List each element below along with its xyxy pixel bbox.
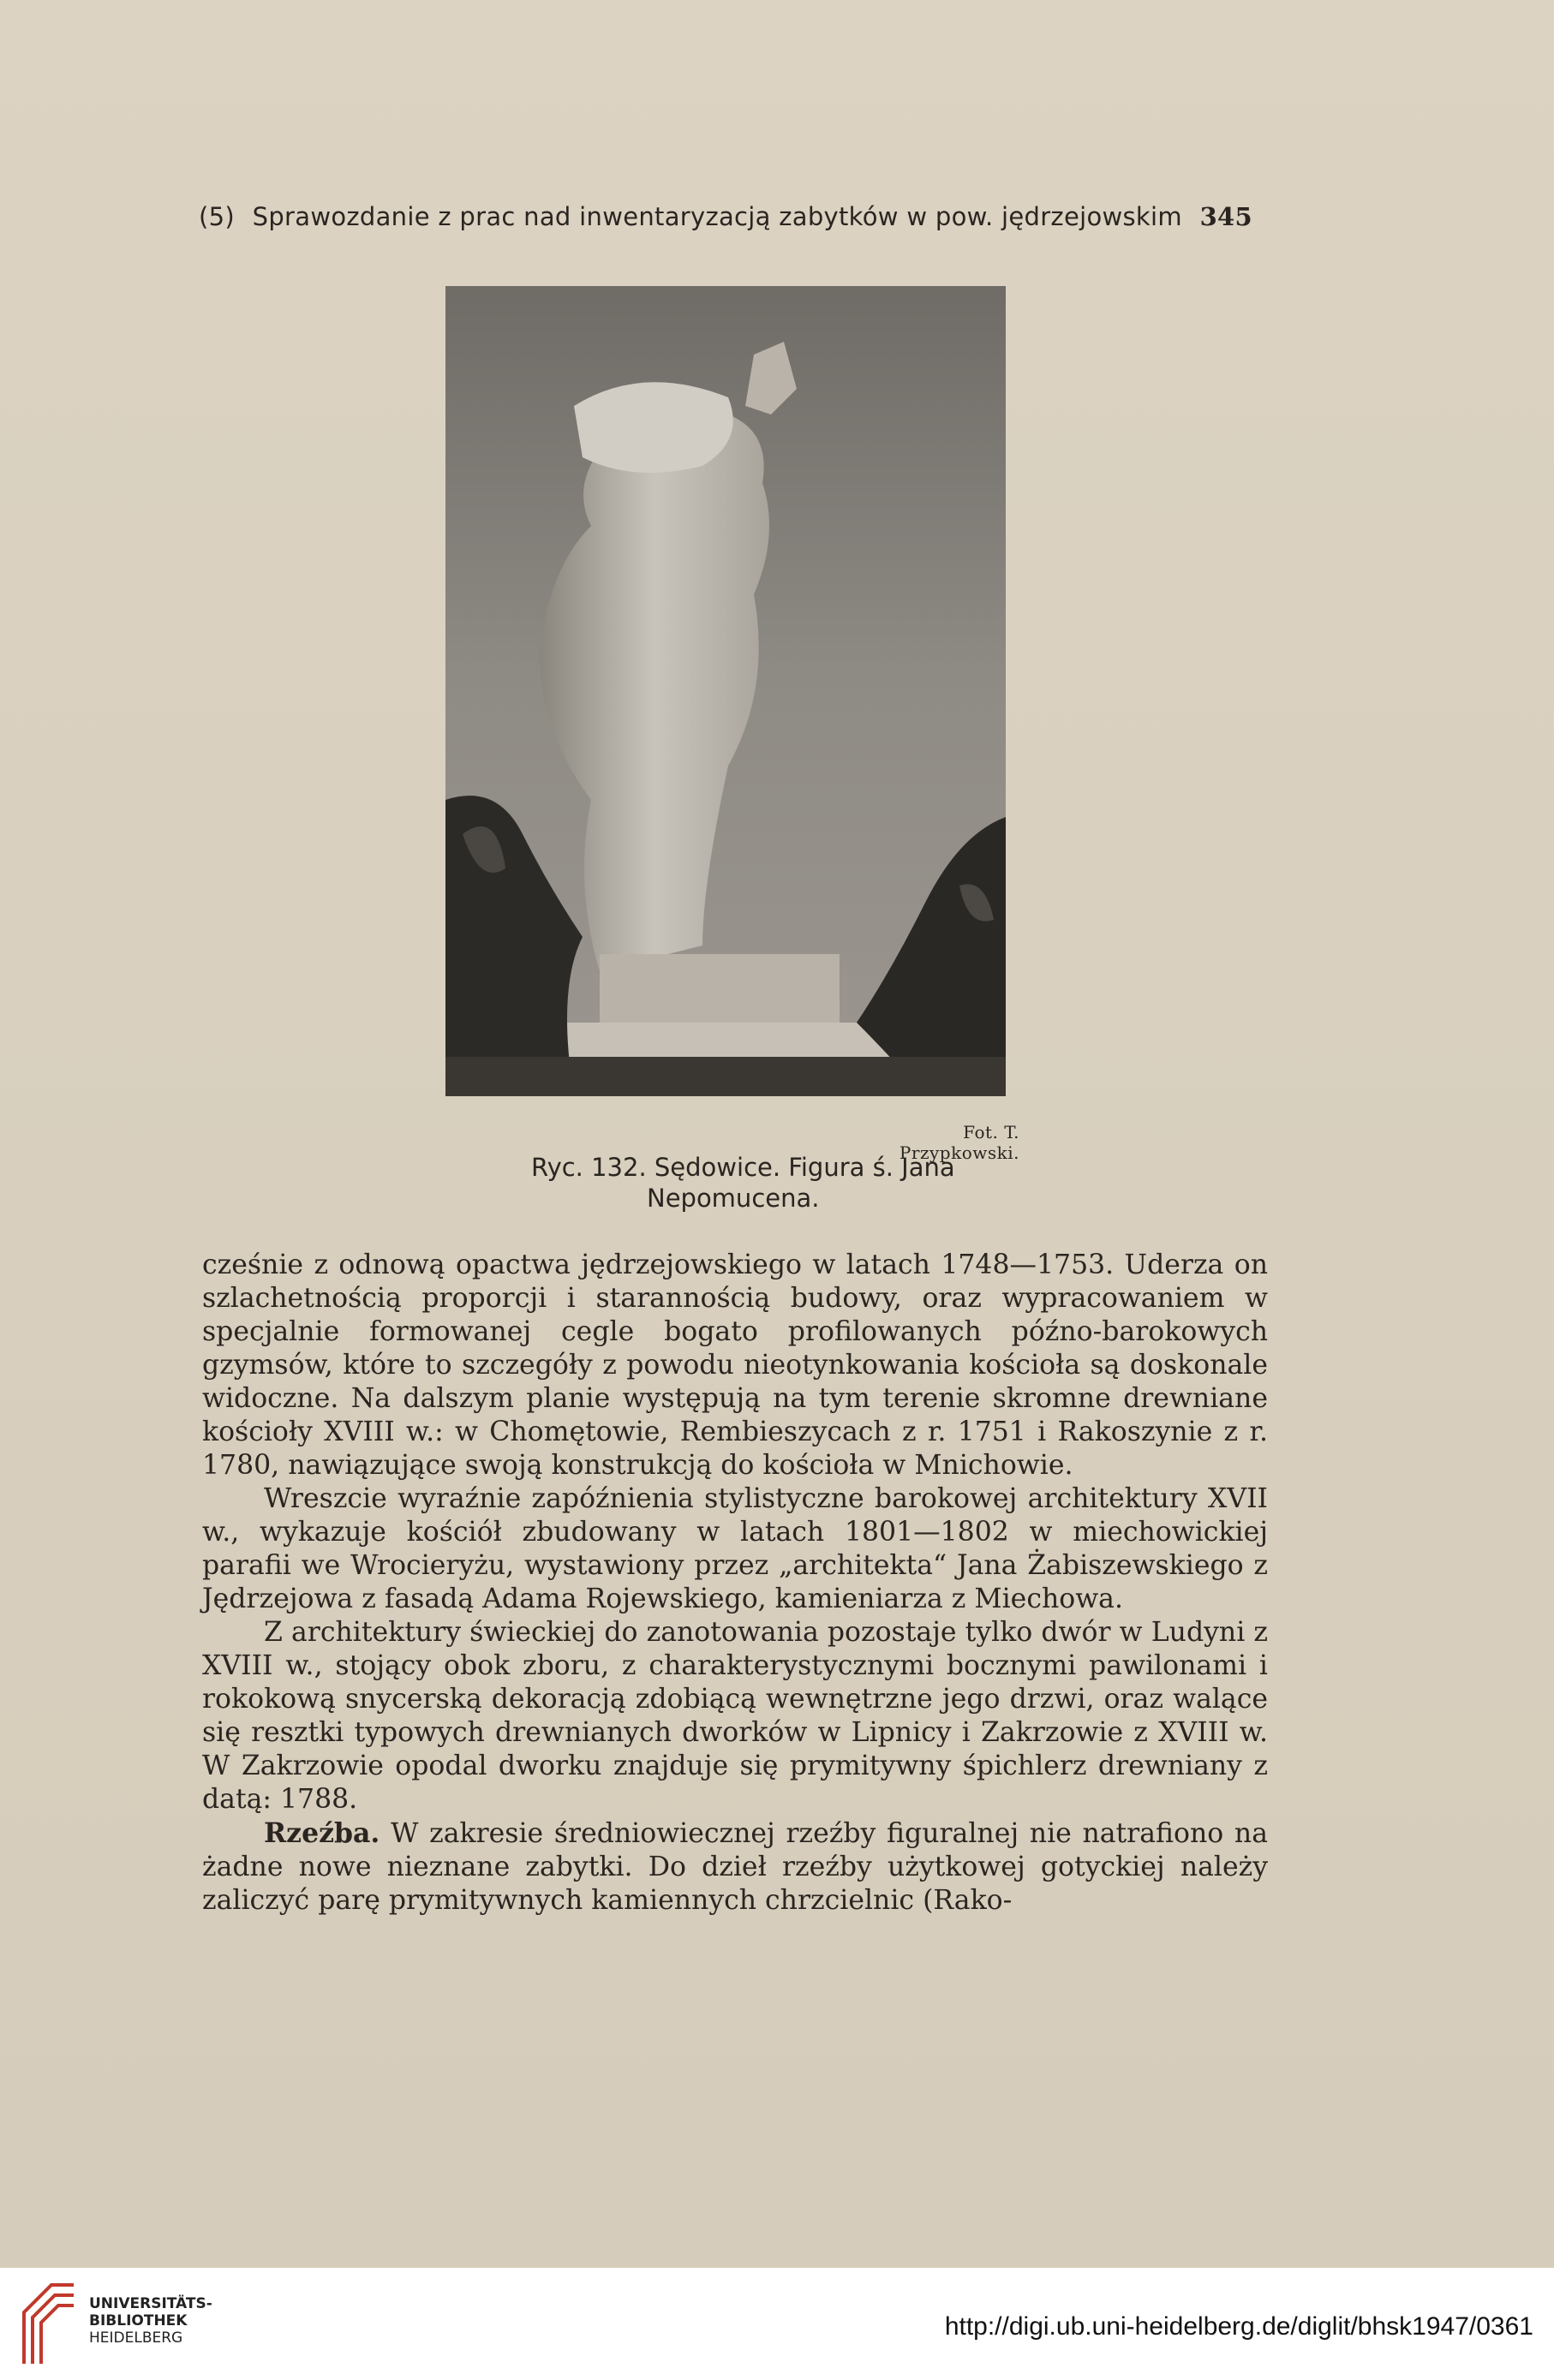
running-title: Sprawozdanie z prac nad inwentaryzacją zabytków w pow. jędrzejowskim [252,202,1182,231]
source-url-link[interactable]: http://digi.ub.uni-heidelberg.de/diglit/bhsk1947/0361 [944,2312,1533,2341]
running-head [199,202,1252,231]
paragraph-2: Wreszcie wyraźnie zapóźnienia stylistyczne barokowej architektury XVII w., wykazuje kościół zbudowany w latach 1801—1802 w miechowickiej parafii we Wrocieryżu, wystawiony przez „architekta“ Jana Żabiszewskiego z Jędrzejowa z fasadą Adama Rojewskiego, kamieniarza z Miechowa. [202,1483,1268,1614]
figure-caption [531,1152,977,1214]
caption-line-1: Ryc. 132. Sędowice. Figura ś. Jana [531,1153,955,1182]
section-heading-rzezba: Rzeźba. [264,1817,380,1849]
library-line-2: BIBLIOTHEK [89,2312,188,2329]
statue-photograph [445,286,1006,1096]
paragraph-1: cześnie z odnową opactwa jędrzejowskiego w latach 1748—1753. Uderza on szlachetnością proporcji i starannością budowy, oraz wypracowaniem w specjalnie formowanej cegle bogato profilowanych późno-barokowych gzymsów, które to szczegóły z powodu nieotynkowania kościoła są doskonale widoczne. Na dalszym planie występują na tym terenie skromne drewniane kościoły XVIII w.: w Chomętowie, Rembieszycach z r. 1751 i Rakoszynie z r. 1780, nawiązujące swoją konstrukcją do kościoła w Mnichowie. [202,1250,1268,1481]
section-number: (5) [199,202,235,231]
paragraph-4-text: W zakresie średniowiecznej rzeźby figuralnej nie natrafiono na żadne nowe nieznane zabytki. Do dzieł rzeźby użytkowej gotyckiej należy zaliczyć parę prymitywnych kamiennych chrzcielnic (Rako- [202,1818,1268,1916]
library-name [89,2295,212,2347]
statue-photo-graphic [445,286,1006,1096]
paragraph-3: Z architektury świeckiej do zanotowania pozostaje tylko dwór w Ludyni z XVIII w., stojący obok zboru, z charakterystycznymi bocznymi pawilonami i rokokową snycerską dekoracją zdobiącą wewnętrzne jego drzwi, oraz walące się resztki typowych drewnianych dworków w Lipnicy i Zakrzowie z XVIII w. W Zakrzowie opodal dworku znajduje się prymitywny śpichlerz drewniany z datą: 1788. [202,1617,1268,1815]
page-number: 345 [1199,202,1252,231]
paragraph-4 [202,1816,1268,1918]
caption-line-2: Nepomucena. [647,1184,820,1213]
heidelberg-library-logo-icon [17,2278,81,2368]
body-text [202,1249,1268,1918]
photo-credit: Fot. T. Przypkowski. [899,1122,1019,1163]
library-line-1: UNIVERSITÄTS- [89,2295,212,2312]
library-line-3: HEIDELBERG [89,2329,183,2347]
